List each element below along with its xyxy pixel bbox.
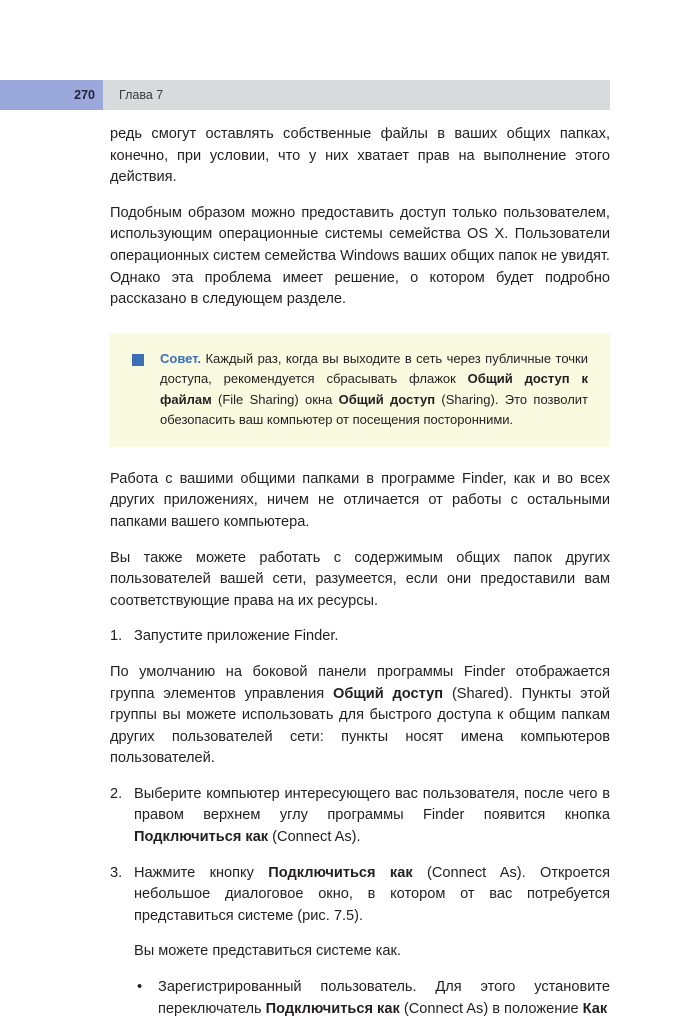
- tip-text: [160, 349, 588, 431]
- text-part: (Shared). Пункты этой группы вы можете использовать для быстрого доступа к общим папкам других пользователей сети: пункты носят имена компьютеров пользователей.: [110, 685, 610, 767]
- tip-label: Совет.: [160, 350, 202, 366]
- tip-bold-sharing: Общий доступ: [338, 391, 436, 407]
- bullet-text: [158, 977, 610, 1020]
- step-text: [134, 784, 610, 849]
- text-part: (Connect As).: [268, 829, 361, 846]
- step-2: [110, 784, 610, 849]
- bold-connect-as: Подключиться как: [134, 829, 269, 846]
- page-body: [110, 124, 610, 1020]
- bold-kak: Как: [582, 1000, 608, 1017]
- text-part: (Connect As) в положение: [399, 1000, 583, 1017]
- chapter-title: Глава 7: [119, 88, 164, 102]
- running-header: [0, 80, 610, 110]
- text-part: По умолчанию на боковой панели программы Finder отображается группа элементов управления: [110, 663, 610, 702]
- step-1: [110, 626, 610, 648]
- step-3: [110, 863, 610, 928]
- tip-text-part: (Sharing). Это позволит обезопасить ваш компьютер от посещения посторонними.: [160, 391, 589, 428]
- paragraph-5: [110, 662, 610, 770]
- bold-connect-as: Подключиться как: [268, 864, 413, 881]
- step-number: 1.: [110, 628, 123, 645]
- step-text: [134, 863, 610, 928]
- page-number: 270: [74, 88, 95, 102]
- text-part: Зарегистрированный пользователь. Для этого установите переключатель: [158, 979, 610, 1017]
- text-part: (Connect As). Откроется небольшое диалоговое окно, в котором от вас потребуется представиться системе (рис. 7.5).: [134, 864, 610, 924]
- tip-bold-file-sharing: Общий доступ к файлам: [160, 371, 588, 407]
- paragraph-2: Подобным образом можно предоставить доступ только пользователем, использующим операционные системы семейства OS X. Пользователи операционных систем семейства Windows ваших общих папок не увидят. Однако эта проблема имеет решение, о котором будет подробно рассказано в следующем разделе.: [110, 204, 610, 308]
- bold-connect-as: Подключиться как: [265, 1000, 400, 1017]
- bullet-item-1: [110, 977, 610, 1020]
- step-text: Запустите приложение Finder.: [134, 628, 339, 645]
- tip-box: [110, 333, 610, 447]
- paragraph-1: редь смогут оставлять собственные файлы в ваших общих папках, конечно, при условии, что у них хватает прав на выполнение этого действия.: [110, 126, 610, 186]
- step-number: 3.: [110, 864, 123, 881]
- paragraph-3: Работа с вашими общими папками в программе Finder, как и во всех других приложениях, ничем не отличается от работы с остальными папками вашего компьютера.: [110, 470, 610, 530]
- tip-text-part: Каждый раз, когда вы выходите в сеть через публичные точки доступа, рекомендуется сбрасывать флажок: [160, 350, 588, 387]
- page-number-block: [0, 80, 103, 110]
- paragraph-6: Вы можете представиться системе как.: [134, 943, 401, 960]
- bullet-mark: •: [137, 979, 143, 996]
- tip-marker-icon: [132, 354, 144, 366]
- text-part: Нажмите кнопку: [134, 864, 269, 881]
- bold-shared: Общий доступ: [333, 685, 444, 702]
- step-number: 2.: [110, 785, 123, 802]
- text-part: Выберите компьютер интересующего вас пользователя, после чего в правом верхнем углу программы Finder появится кнопка: [134, 785, 610, 824]
- paragraph-4: Вы также можете работать с содержимым общих папок других пользователей вашей сети, разумеется, если они предоставили вам соответствующие права на их ресурсы.: [110, 549, 610, 609]
- tip-text-part: (File Sharing) окна: [211, 391, 339, 407]
